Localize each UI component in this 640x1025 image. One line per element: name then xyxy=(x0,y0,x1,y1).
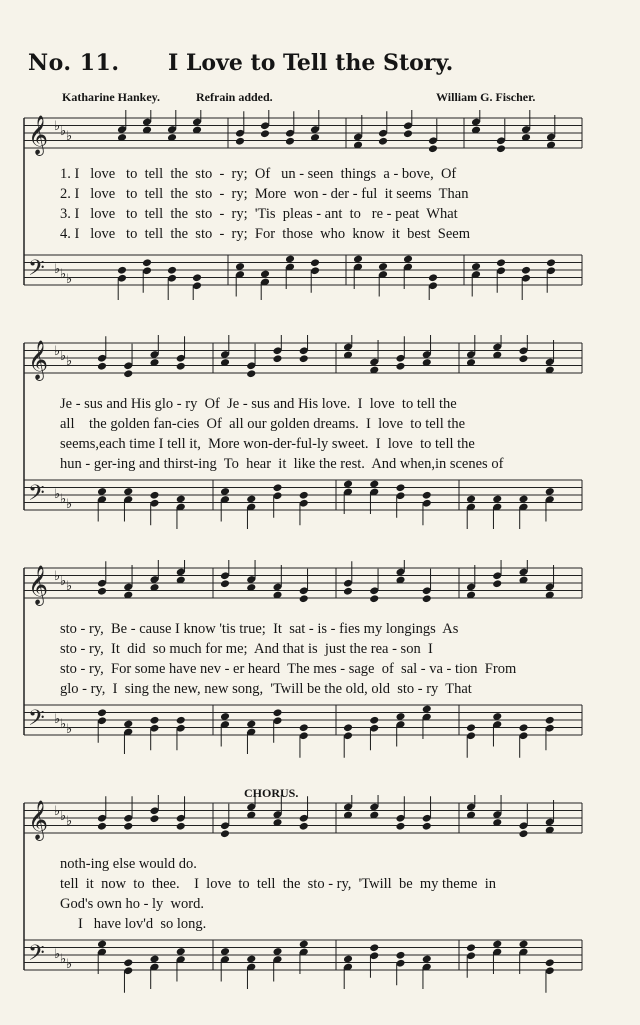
lyric-verse-2: 2. I love to tell the sto - ry; More won - der - ful it seems Than xyxy=(60,186,469,202)
note-head xyxy=(220,829,230,838)
note-head xyxy=(343,587,353,596)
note-head xyxy=(518,354,528,363)
bass-clef-icon: 𝄢 xyxy=(28,941,45,971)
lyric-verse-3: sto - ry, For some have nev - er heard The mes - sage of sal - va - tion From xyxy=(60,661,517,677)
flat-icon: ♭ xyxy=(60,574,67,589)
flat-icon: ♭ xyxy=(60,349,67,364)
lyric-verse-1: noth-ing else would do. xyxy=(60,856,197,872)
flat-icon: ♭ xyxy=(54,119,61,134)
note-head xyxy=(395,951,405,960)
note-head xyxy=(272,354,282,363)
note-head xyxy=(545,716,555,725)
flat-icon: ♭ xyxy=(60,809,67,824)
note-head xyxy=(176,362,186,371)
note-head xyxy=(310,258,320,267)
note-head xyxy=(395,362,405,371)
flat-icon: ♭ xyxy=(66,814,73,829)
note-head xyxy=(299,723,309,732)
note-head xyxy=(395,822,405,831)
note-head xyxy=(299,822,309,831)
lyric-verse-2: tell it now to thee. I love to tell the sto - ry, 'Twill be my theme in xyxy=(60,876,496,892)
note-head xyxy=(97,822,107,831)
flat-icon: ♭ xyxy=(54,487,61,502)
flat-icon: ♭ xyxy=(66,497,73,512)
note-head xyxy=(422,822,432,831)
note-head xyxy=(546,258,556,267)
note-head xyxy=(235,137,245,146)
note-head xyxy=(192,273,202,282)
note-head xyxy=(176,822,186,831)
note-head xyxy=(220,579,230,588)
lyric-verse-4: hun - ger-ing and thirst-ing To hear it like the rest. And when,in scenes of xyxy=(60,456,504,472)
lyric-verse-1: sto - ry, Be - cause I know 'tis true; It sat - is - fies my longings As xyxy=(60,621,459,637)
note-head xyxy=(97,362,107,371)
note-head xyxy=(466,723,476,732)
note-head xyxy=(299,354,309,363)
note-head xyxy=(246,369,256,378)
flat-icon: ♭ xyxy=(66,272,73,287)
note-head xyxy=(466,943,476,952)
note-head xyxy=(285,137,295,146)
note-head xyxy=(149,491,159,500)
treble-clef-icon: 𝄞 xyxy=(28,800,49,840)
lyric-verse-1: Je - sus and His glo - ry Of Je - sus and His love. I love to tell the xyxy=(60,396,457,412)
note-head xyxy=(369,943,379,952)
note-head xyxy=(97,587,107,596)
treble-clef-icon: 𝄞 xyxy=(28,565,49,605)
flat-icon: ♭ xyxy=(66,722,73,737)
note-head xyxy=(149,716,159,725)
note-head xyxy=(142,258,152,267)
flat-icon: ♭ xyxy=(54,569,61,584)
lyric-verse-3: 3. I love to tell the sto - ry; 'Tis pleas - ant to re - peat What xyxy=(60,206,458,222)
flat-icon: ♭ xyxy=(60,492,67,507)
bass-clef-icon: 𝄢 xyxy=(28,256,45,286)
note-head xyxy=(428,273,438,282)
note-head xyxy=(176,716,186,725)
treble-clef-icon: 𝄞 xyxy=(28,340,49,380)
flat-icon: ♭ xyxy=(66,579,73,594)
flat-icon: ♭ xyxy=(66,129,73,144)
note-head xyxy=(149,814,159,823)
note-head xyxy=(369,594,379,603)
note-head xyxy=(299,491,309,500)
note-head xyxy=(521,266,531,275)
lyric-verse-2: sto - ry, It did so much for me; And that is just the rea - son I xyxy=(60,641,433,657)
note-head xyxy=(496,144,506,153)
flat-icon: ♭ xyxy=(54,947,61,962)
flat-icon: ♭ xyxy=(60,952,67,967)
note-head xyxy=(422,491,432,500)
composer-credit: William G. Fischer. xyxy=(436,90,536,104)
note-head xyxy=(97,708,107,717)
note-head xyxy=(395,483,405,492)
hymn-title: I Love to Tell the Story. xyxy=(168,50,454,76)
note-head xyxy=(260,129,270,138)
flat-icon: ♭ xyxy=(66,957,73,972)
lyricist-credit: Katharine Hankey. xyxy=(62,90,161,104)
note-head xyxy=(518,829,528,838)
note-head xyxy=(403,129,413,138)
note-head xyxy=(369,716,379,725)
bass-clef-icon: 𝄢 xyxy=(28,481,45,511)
note-head xyxy=(422,594,432,603)
flat-icon: ♭ xyxy=(60,717,67,732)
chorus-label: CHORUS. xyxy=(244,786,299,800)
flat-icon: ♭ xyxy=(54,804,61,819)
note-head xyxy=(545,958,555,967)
lyric-verse-4: glo - ry, I sing the new, new song, 'Twill be the old, old sto - ry That xyxy=(60,681,472,697)
note-head xyxy=(299,594,309,603)
note-head xyxy=(492,579,502,588)
lyric-verse-1: 1. I love to tell the sto - ry; Of un - seen things a - bove, Of xyxy=(60,166,457,182)
lyric-verse-3: seems,each time I tell it, More won-der-ful-ly sweet. I love to tell the xyxy=(60,436,475,452)
flat-icon: ♭ xyxy=(54,344,61,359)
note-head xyxy=(496,258,506,267)
note-head xyxy=(123,369,133,378)
flat-icon: ♭ xyxy=(54,262,61,277)
note-head xyxy=(343,723,353,732)
flat-icon: ♭ xyxy=(54,712,61,727)
note-head xyxy=(518,723,528,732)
note-head xyxy=(123,958,133,967)
lyric-verse-3: God's own ho - ly word. xyxy=(60,896,204,912)
flat-icon: ♭ xyxy=(60,267,67,282)
lyric-verse-2: all the golden fan-cies Of all our golden dreams. I love to tell the xyxy=(60,416,466,432)
flat-icon: ♭ xyxy=(60,124,67,139)
note-head xyxy=(378,137,388,146)
refrain-note: Refrain added. xyxy=(196,90,273,104)
lyric-verse-4: I have lov'd so long. xyxy=(78,916,207,932)
lyric-verse-4: 4. I love to tell the sto - ry; For those who know it best Seem xyxy=(60,226,470,242)
note-head xyxy=(272,708,282,717)
note-head xyxy=(167,266,177,275)
bass-clef-icon: 𝄢 xyxy=(28,706,45,736)
note-head xyxy=(272,483,282,492)
treble-clef-icon: 𝄞 xyxy=(28,115,49,155)
note-head xyxy=(428,144,438,153)
hymn-number: No. 11. xyxy=(28,50,120,76)
note-head xyxy=(123,822,133,831)
note-head xyxy=(117,266,127,275)
flat-icon: ♭ xyxy=(66,354,73,369)
